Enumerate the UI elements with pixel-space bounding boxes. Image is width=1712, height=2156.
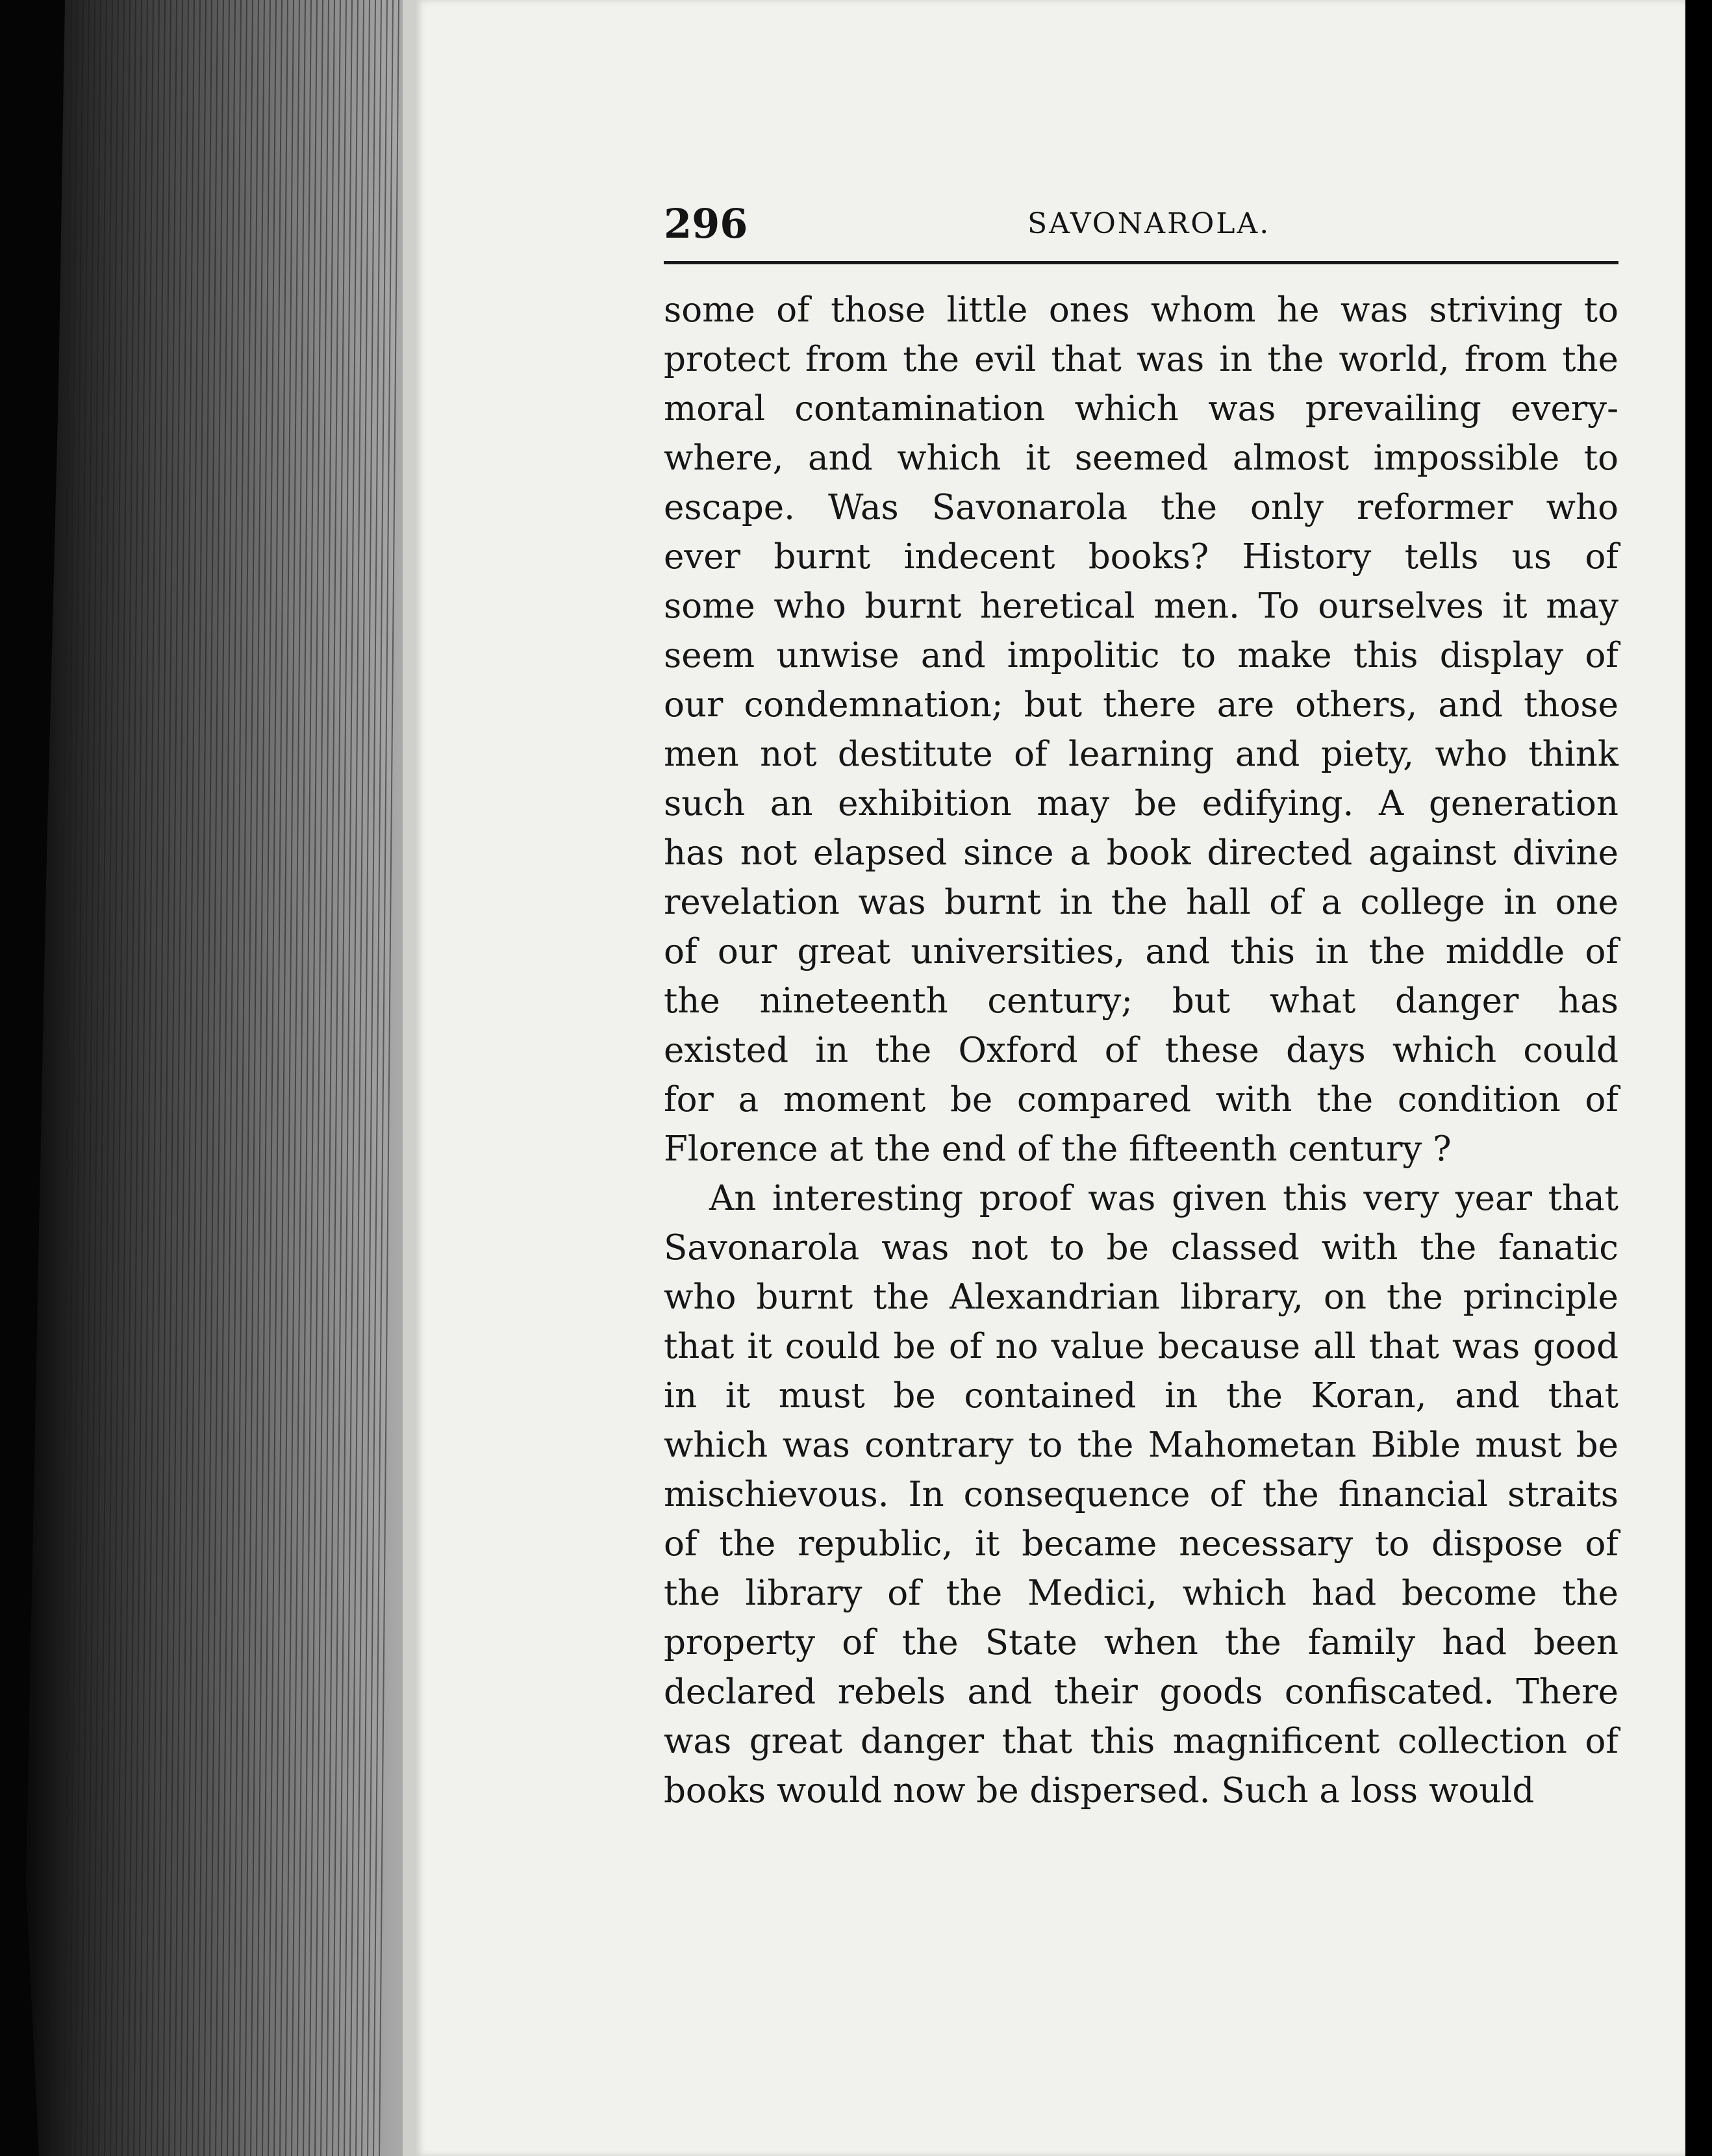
text-line: protect from the evil that was in the world, from the [664,340,1618,379]
text-line: where, and which it seemed almost impossible to [664,438,1618,478]
text-line: books would now be dispersed. Such a loss would [664,1771,1535,1811]
text-line: revelation was burnt in the hall of a college in one [664,883,1618,922]
text-line: mischievous. In consequence of the financial straits [664,1475,1618,1514]
text-line: that it could be of no value because all that was good [664,1327,1618,1366]
text-line: some who burnt heretical men. To ourselves it may [664,586,1618,626]
header-rule [664,261,1618,264]
text-line: of our great universities, and this in the middle of [664,932,1618,971]
text-line: which was contrary to the Mahometan Bible must be [664,1425,1618,1465]
scan-border [1685,0,1712,2156]
page-number: 296 [664,200,748,247]
text-line: the nineteenth century; but what danger has [664,981,1618,1021]
text-line: such an exhibition may be edifying. A generation [664,784,1618,823]
text-line: who burnt the Alexandrian library, on the principle [664,1277,1618,1317]
text-line: for a moment be compared with the condition of [664,1080,1618,1120]
text-line: ever burnt indecent books? History tells us of [664,537,1618,577]
text-line: in it must be contained in the Koran, and that [664,1376,1618,1416]
text-line: some of those little ones whom he was striving to [664,290,1618,330]
text-line: seem unwise and impolitic to make this display of [664,636,1618,675]
text-line: An interesting proof was given this very year that [709,1179,1618,1218]
body-text [664,286,1618,1816]
text-line: property of the State when the family had been [664,1623,1618,1662]
text-line: the library of the Medici, which had become the [664,1573,1618,1613]
text-line: Savonarola was not to be classed with the fanatic [664,1228,1618,1268]
text-line: our condemnation; but there are others, and those [664,685,1618,725]
text-line: declared rebels and their goods confiscated. There [664,1672,1618,1712]
text-line: Florence at the end of the fifteenth century ? [664,1129,1452,1169]
text-line: was great danger that this magnificent collection of [664,1722,1618,1761]
text-line: of the republic, it became necessary to dispose of [664,1524,1618,1564]
page-header [664,195,1618,253]
text-line: existed in the Oxford of these days which could [664,1031,1618,1070]
text-line: men not destitute of learning and piety, who think [664,734,1618,774]
running-head: SAVONAROLA. [1027,207,1271,240]
text-line: moral contamination which was prevailing every- [664,389,1618,429]
text-line: escape. Was Savonarola the only reformer who [664,488,1618,527]
text-line: has not elapsed since a book directed against divine [664,833,1618,873]
book-fore-edge [0,0,455,2156]
